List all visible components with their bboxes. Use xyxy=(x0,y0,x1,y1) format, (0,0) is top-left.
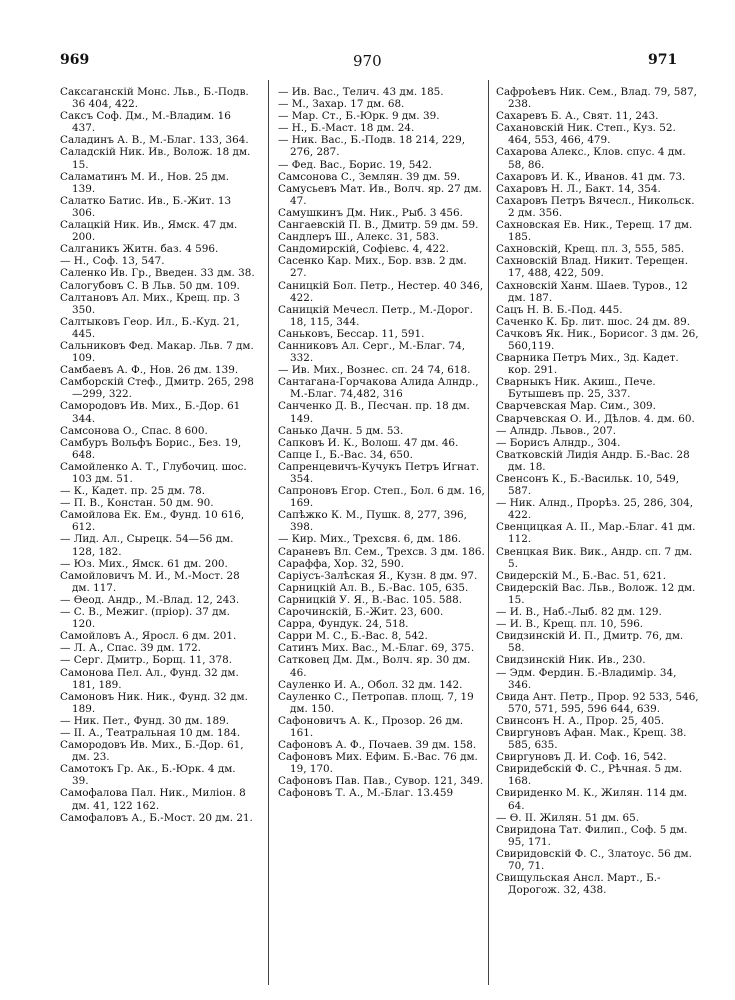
directory-column-1 xyxy=(60,86,255,986)
directory-entry: — Ник. Вас., Б.-Подв. 18 214, 229, 276, 287. xyxy=(278,134,466,159)
directory-entry: Салтановъ Ал. Мих., Крещ. пр. 3 350. xyxy=(60,291,240,316)
directory-column-2 xyxy=(278,86,485,986)
directory-entry: Самушкинъ Дм. Ник., Рыб. 3 456. xyxy=(278,206,463,219)
directory-entry: — Кир. Мих., Трехсвя. 6, дм. 186. xyxy=(278,533,462,546)
directory-entry: Сапце I., Б.-Вас. 34, 650. xyxy=(278,448,413,461)
directory-entry: Саленко Ив. Гр., Введен. 33 дм. 38. xyxy=(60,267,255,280)
directory-entry: Свищульская Ансл. Март., Б.-Дорогож. 32, 438. xyxy=(496,872,661,897)
directory-entry: — Ив. Мих., Вознес. сп. 24 74, 618. xyxy=(278,364,471,377)
directory-entry: Сапроновъ Егор. Степ., Бол. 6 дм. 16, 169. xyxy=(278,485,485,510)
directory-entry: Сахновская Ев. Ник., Терещ. 17 дм. 185. xyxy=(496,219,693,244)
directory-entry: — Өеод. Андр., М.-Влад. 12, 243. xyxy=(60,593,240,606)
directory-entry: Самонова Пел. Ал., Фунд. 32 дм. 181, 189. xyxy=(60,666,239,691)
directory-entry: Сатинъ Мих. Вас., М.-Благ. 69, 375. xyxy=(278,642,475,655)
directory-entry: Сальниковъ Фед. Макар. Льв. 7 дм. 109. xyxy=(60,339,254,365)
directory-entry: Свиридона Тат. Филип., Соф. 5 дм. 95, 171. xyxy=(496,823,688,848)
directory-entry: Сарра, Фундук. 24, 518. xyxy=(278,618,409,631)
directory-entry: Саламатинъ М. И., Нов. 25 дм. 139. xyxy=(60,170,230,195)
directory-entry: Самборскій Стеф., Дмитр. 265, 298—299, 322. xyxy=(60,376,254,401)
directory-entry: Свидзинскій И. П., Дмитр. 76, дм. 58. xyxy=(496,630,684,655)
directory-entry: Сахаровъ Петръ Вячесл., Никольск. 2 дм. 356. xyxy=(496,194,695,219)
directory-entry: Сауленко И. А., Обол. 32 дм. 142. xyxy=(278,678,463,691)
directory-entry: Сварныкъ Ник. Акиш., Пече. Бутышевъ пр. 25, 337. xyxy=(496,376,656,401)
directory-entry: Сарiусъ-Залѣская Я., Кузн. 8 дм. 97. xyxy=(278,569,478,582)
directory-entry: Сатковец Дм. Дм., Волч. яр. 30 дм. 46. xyxy=(278,654,471,679)
directory-entry: Сацъ Н. В. Б.-Под. 445. xyxy=(496,303,623,316)
directory-entry: Сахновскій, Крещ. пл. 3, 555, 585. xyxy=(496,243,685,256)
directory-entry: Саладскій Ник. Ив., Волож. 18 дм. 15. xyxy=(60,146,251,171)
column-divider xyxy=(268,80,269,985)
directory-entry: Свириденко М. К., Жилян. 114 дм. 64. xyxy=(496,787,688,812)
directory-entry: Санько Дачн. 5 дм. 53. xyxy=(278,424,404,437)
directory-entry: Сахновскій Ханм. Шаев. Туров., 12 дм. 187. xyxy=(496,279,688,304)
directory-entry: Сафоновъ А. Ф., Почаев. 39 дм. 158. xyxy=(278,739,477,752)
directory-entry: Сахановскій Ник. Степ., Куз. 52. 464, 553, 466, 479. xyxy=(496,122,676,147)
directory-entry: Сахарова Алекс., Клов. спус. 4 дм. 58, 86. xyxy=(496,146,686,171)
directory-entry: Сафоновичъ А. К., Прозор. 26 дм. 161. xyxy=(278,714,464,739)
directory-entry: Самбуръ Вольфъ Борис., Без. 19, 648. xyxy=(60,436,242,461)
directory-entry: Сахаревъ Б. А., Свят. 11, 243. xyxy=(496,110,659,123)
directory-entry: Сараневъ Вл. Сем., Трехсв. 3 дм. 186. xyxy=(278,545,485,558)
directory-entry: Свидзинскій Ник. Ив., 230. xyxy=(496,654,646,667)
directory-entry: Салганикъ Житн. баз. 4 596. xyxy=(60,243,219,256)
directory-entry: Сарри М. С., Б.-Вас. 8, 542. xyxy=(278,630,428,643)
directory-entry: Самбаевъ А. Ф., Нов. 26 дм. 139. xyxy=(60,364,239,377)
directory-entry: Салатко Батис. Ив., Б.-Жит. 13 306. xyxy=(60,194,232,219)
directory-entry: Сандлеръ Ш., Алекс. 31, 583. xyxy=(278,231,440,244)
directory-entry: — Мар. Ст., Б.-Юрк. 9 дм. 39. xyxy=(278,110,440,123)
directory-entry: — И. В., Наб.-Лыб. 82 дм. 129. xyxy=(496,606,662,619)
directory-entry: — Н., Соф. 13, 547. xyxy=(60,255,165,268)
directory-entry: Сварника Петръ Мих., Зд. Кадет. кор. 291. xyxy=(496,352,679,377)
directory-entry: Самсонова С., Землян. 39 дм. 59. xyxy=(278,170,461,183)
directory-entry: Сарницкій У. Я., В.-Вас. 105. 588. xyxy=(278,593,463,606)
directory-entry: — Ө. II. Жилян. 51 дм. 65. xyxy=(496,811,640,824)
directory-entry: Сахаровъ И. К., Иванов. 41 дм. 73. xyxy=(496,170,686,183)
directory-entry: Сандомирскій, Софіевс. 4, 422. xyxy=(278,243,449,256)
directory-entry: Саксаганскій Монс. Льв., Б.-Подв. 36 404, 422. xyxy=(60,86,249,111)
directory-entry: Саньковъ, Бессар. 11, 591. xyxy=(278,327,425,340)
directory-entry: Свида Ант. Петр., Прор. 92 533, 546, 570, 571, 595, 596 644, 639. xyxy=(496,690,699,715)
directory-entry: Саницкій Мечесл. Петр., М.-Дорог. 18, 115, 344. xyxy=(278,303,473,328)
directory-entry: Сватковскій Лидія Андр. Б.-Вас. 28 дм. 18. xyxy=(496,448,690,473)
directory-entry: — Юз. Мих., Ямск. 61 дм. 200. xyxy=(60,557,228,570)
directory-entry: Сафоновъ Мих. Ефим. Б.-Вас. 76 дм. 19, 170. xyxy=(278,751,478,776)
directory-entry: Сапѣжко К. М., Пушк. 8, 277, 396, 398. xyxy=(278,509,467,534)
directory-entry: Сафроѣевъ Ник. Сем., Влад. 79, 587, 238. xyxy=(496,86,697,111)
directory-entry: Салогубовъ С. В Льв. 50 дм. 109. xyxy=(60,279,240,292)
directory-entry: — Ник. Пет., Фунд. 30 дм. 189. xyxy=(60,714,230,727)
directory-entry: — Ив. Вас., Телич. 43 дм. 185. xyxy=(278,86,444,98)
directory-entry: Сапренцевичъ-Кучукъ Петръ Игнат. 354. xyxy=(278,460,480,485)
directory-entry: Самофалова Пал. Ник., Миліон. 8 дм. 41, 122 162. xyxy=(60,787,246,812)
directory-entry: — И. В., Крещ. пл. 10, 596. xyxy=(496,618,644,631)
directory-entry: Салацкій Ник. Ив., Ямск. 47 дм. 200. xyxy=(60,219,238,244)
directory-entry: Сангаевскій П. В., Дмитр. 59 дм. 59. xyxy=(278,219,479,232)
directory-entry: — Ник. Алнд., Прорѣз. 25, 286, 304, 422. xyxy=(496,497,694,522)
directory-entry: Сахаровъ Н. Л., Бакт. 14, 354. xyxy=(496,182,661,195)
directory-entry: Сауленко С., Петропав. площ. 7, 19 дм. 150. xyxy=(278,690,474,715)
directory-column-3 xyxy=(496,86,700,986)
directory-entry: — П. В., Констан. 50 дм. 90. xyxy=(60,497,214,510)
page-number-center: 970 xyxy=(353,52,382,70)
directory-entry: Самотокъ Гр. Ак., Б.-Юрк. 4 дм. 39. xyxy=(60,763,236,788)
directory-entry: Свенсонъ К., Б.-Васильк. 10, 549, 587. xyxy=(496,473,680,498)
directory-entry: Свиргуновъ Д. И. Соф. 16, 542. xyxy=(496,751,667,764)
directory-entry: — Серг. Дмитр., Борщ. 11, 378. xyxy=(60,654,233,667)
directory-entry: Самойлова Ек. Ем., Фунд. 10 616, 612. xyxy=(60,509,245,534)
directory-entry: — С. В., Межиг. (пріор). 37 дм. 120. xyxy=(60,606,230,631)
directory-entry: Свидерскій М., Б.-Вас. 51, 621. xyxy=(496,569,667,582)
directory-entry: Саницкій Бол. Петр., Нестер. 40 346, 422. xyxy=(278,279,484,304)
directory-entry: Сапковъ И. К., Волош. 47 дм. 46. xyxy=(278,436,459,449)
directory-entry: — М., Захар. 17 дм. 68. xyxy=(278,98,405,111)
directory-entry: Сачковъ Як. Ник., Борисог. 3 дм. 26, 560,119. xyxy=(496,327,699,352)
directory-entry: Сасенко Кар. Мих., Бор. взв. 2 дм. 27. xyxy=(278,255,467,280)
directory-entry: Санниковъ Ал. Серг., М.-Благ. 74, 332. xyxy=(278,339,466,365)
directory-entry: Самсонова О., Спас. 8 600. xyxy=(60,424,208,437)
directory-entry: Самойловъ А., Яросл. 6 дм. 201. xyxy=(60,630,237,643)
directory-entry: — Л. А., Спас. 39 дм. 172. xyxy=(60,642,201,655)
directory-entry: Свенцицкая А. II., Мар.-Благ. 41 дм. 112. xyxy=(496,521,696,546)
directory-entry: — Алндр. Львов., 207. xyxy=(496,424,617,437)
directory-entry: Самородовъ Ив. Мих., Б.-Дор. 61 344. xyxy=(60,400,241,425)
directory-entry: Салтыковъ Геор. Ил., Б.-Куд. 21, 445. xyxy=(60,315,240,340)
directory-entry: Сварчевская Мар. Сим., 309. xyxy=(496,400,656,413)
directory-entry: Санченко Д. В., Песчан. пр. 18 дм. 149. xyxy=(278,400,470,425)
directory-entry: Сафоновъ Пав. Пав., Сувор. 121, 349. xyxy=(278,775,484,788)
directory-entry: Самусьевъ Мат. Ив., Волч. яр. 27 дм. 47. xyxy=(278,182,482,207)
directory-entry: Сафоновъ Т. А., М.-Благ. 13.459 xyxy=(278,787,454,800)
directory-entry: Самородовъ Ив. Мих., Б.-Дор. 61, дм. 23. xyxy=(60,739,244,764)
directory-entry: Самойленко А. Т., Глубочиц. шос. 103 дм. 51. xyxy=(60,460,247,485)
directory-entry: Свидерскій Вас. Льв., Волож. 12 дм. 15. xyxy=(496,581,696,606)
directory-entry: Самойловичъ М. И., М.-Мост. 28 дм. 117. xyxy=(60,569,240,594)
directory-entry: Самоновъ Ник. Ник., Фунд. 32 дм. 189. xyxy=(60,690,248,715)
directory-entry: — Лид. Ал., Сырецк. 54—56 дм. 128, 182. xyxy=(60,533,234,558)
directory-entry: Сарочинскій, Б.-Жит. 23, 600. xyxy=(278,606,444,619)
directory-entry: Сварчевская О. И., Дѣлов. 4. дм. 60. xyxy=(496,412,695,425)
page-number-right: 971 xyxy=(648,52,678,68)
directory-entry: — К., Кадет. пр. 25 дм. 78. xyxy=(60,485,206,498)
directory-entry: Свиридебскій Ф. С., Рѣчная. 5 дм. 168. xyxy=(496,763,683,788)
directory-entry: Самофаловъ А., Б.-Мост. 20 дм. 21. xyxy=(60,811,253,824)
directory-entry: Саченко К. Бр. лит. шос. 24 дм. 89. xyxy=(496,315,691,328)
directory-entry: — Борисъ Алндр., 304. xyxy=(496,436,621,449)
directory-entry: Свинсонъ Н. А., Прор. 25, 405. xyxy=(496,714,665,727)
directory-entry: — Н., Б.-Маст. 18 дм. 24. xyxy=(278,122,415,135)
page-number-left: 969 xyxy=(60,52,90,68)
directory-entry: Свенцкая Вик. Вик., Андр. сп. 7 дм. 5. xyxy=(496,545,693,570)
directory-entry: Саладинъ А. В., М.-Благ. 133, 364. xyxy=(60,134,249,147)
directory-entry: Сараффа, Хор. 32, 590. xyxy=(278,557,404,570)
directory-entry: Свиридовскій Ф. С., Златоус. 56 дм. 70, 71. xyxy=(496,847,692,872)
directory-entry: — Эдм. Фердин. Б.-Владимір. 34, 346. xyxy=(496,666,677,691)
directory-entry: Сантагана-Горчакова Алида Алндр., М.-Благ. 74,482, 316 xyxy=(278,376,479,401)
directory-entry: Саксъ Соф. Дм., М.-Владим. 16 437. xyxy=(60,110,231,135)
directory-entry: Свиргуновъ Афан. Мак., Крещ. 38. 585, 635. xyxy=(496,726,687,752)
directory-entry: Сарницкій Ал. В., Б.-Вас. 105, 635. xyxy=(278,581,469,594)
directory-entry: — II. А., Театральная 10 дм. 184. xyxy=(60,726,241,739)
directory-entry: — Фед. Вас., Борис. 19, 542. xyxy=(278,158,432,171)
column-divider xyxy=(488,80,489,985)
directory-entry: Сахновскій Влад. Никит. Терещен. 17, 488, 422, 509. xyxy=(496,255,689,280)
